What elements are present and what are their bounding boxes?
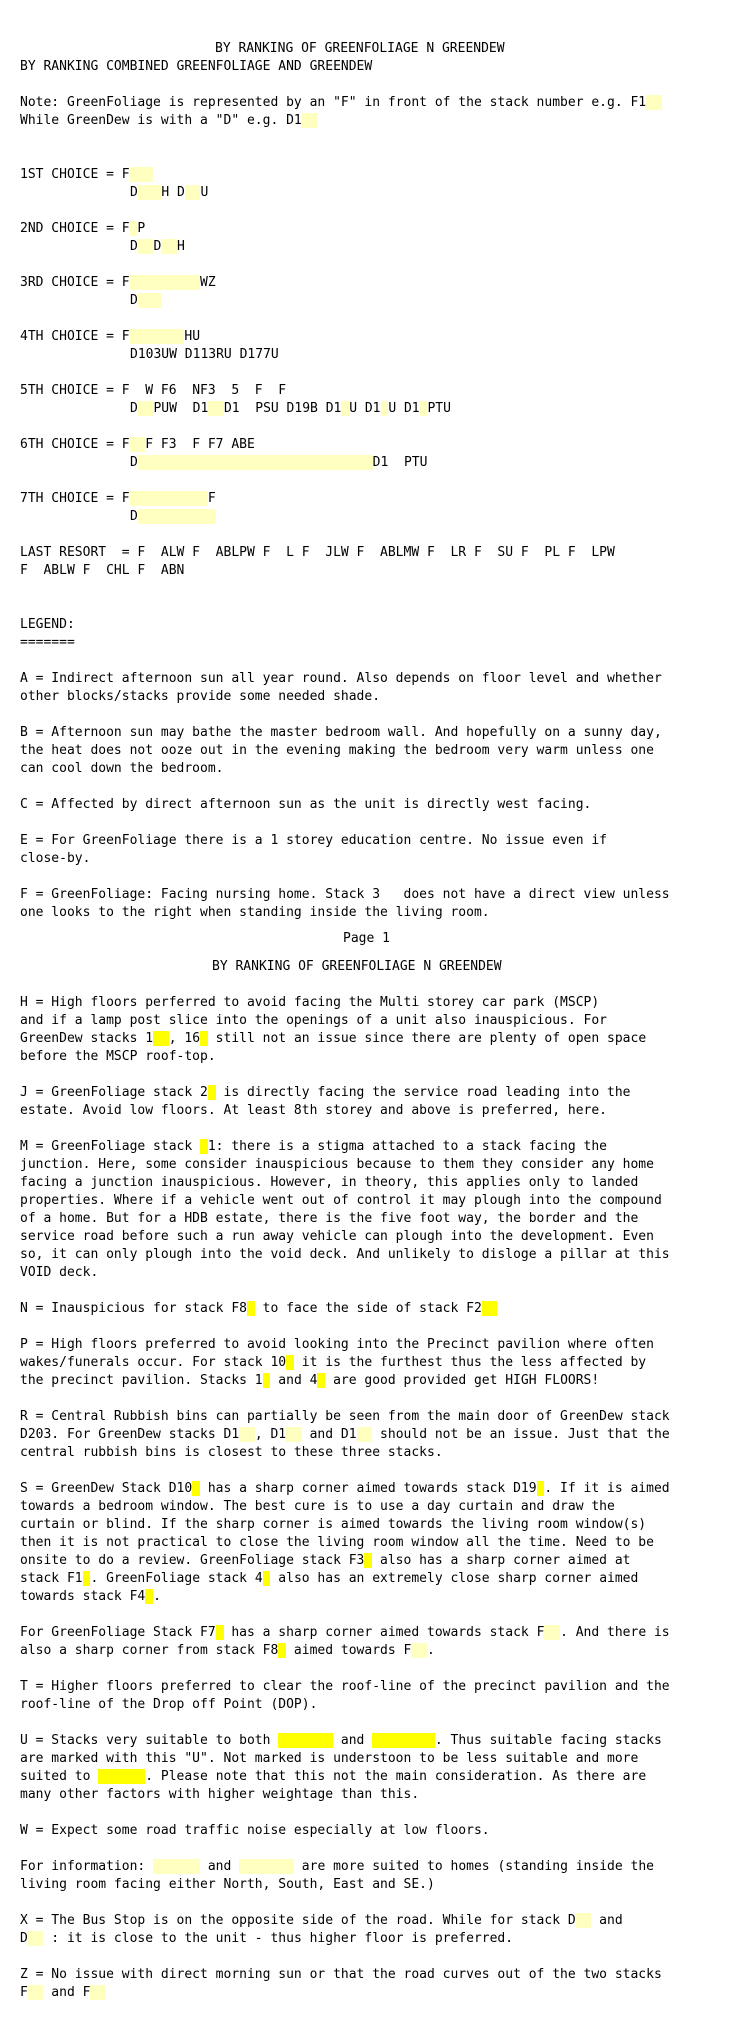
legend-p-line-1: P = High floors preferred to avoid looking into the Precinct pavilion where often xyxy=(20,1337,654,1352)
legend-f-line-2: one looks to the right when standing inside the living room. xyxy=(20,905,490,920)
legend-title: LEGEND: xyxy=(20,617,75,632)
legend-s-line-3: curtain or blind. If the sharp corner is aimed towards the living room window(s) xyxy=(20,1517,647,1532)
legend-h-line-1: H = High floors perferred to avoid facing the Multi storey car park (MSCP) xyxy=(20,995,600,1010)
legend-w-line-1: W = Expect some road traffic noise especially at low floors. xyxy=(20,1823,490,1838)
legend-z-line-2: F and F xyxy=(20,1984,106,2002)
legend-s-line-7: towards stack F4 . xyxy=(20,1589,161,1604)
page-number: Page 1 xyxy=(343,931,390,946)
legend-b-line-3: can cool down the bedroom. xyxy=(20,761,224,776)
legend-t-line-2: roof-line of the Drop off Point (DOP). xyxy=(20,1697,318,1712)
legend-r-line-2: D203. For GreenDew stacks D1 , D1 and D1 should not be an issue. Just that the xyxy=(20,1427,670,1442)
legend-e-line-1: E = For GreenFoliage there is a 1 storey education centre. No issue even if xyxy=(20,833,607,848)
legend-s-line-2: towards a bedroom window. The best cure is to use a day curtain and draw the xyxy=(20,1499,615,1514)
legend-u-line-3: suited to . Please note that this not the main consideration. As there are xyxy=(20,1769,647,1784)
legend-s-line-6: stack F1 . GreenFoliage stack 4 also has an extremely close sharp corner aimed xyxy=(20,1571,639,1586)
page-subtitle: BY RANKING COMBINED GREENFOLIAGE AND GREENDEW xyxy=(20,59,373,74)
choice-4-line-2: D103UW D113RU D177U xyxy=(130,347,279,362)
legend-m-line-6: service road before such a run away vehicle can plough into the development. Even xyxy=(20,1229,654,1244)
legend-s-line-1: S = GreenDew Stack D10 has a sharp corner aimed towards stack D19 . If it is aimed xyxy=(20,1481,670,1496)
choice-2-line-2: D D H xyxy=(130,239,185,254)
legend-m-line-1: M = GreenFoliage stack 1: there is a stigma attached to a stack facing the xyxy=(20,1139,608,1154)
choice-4-line-1: 4TH CHOICE = F HU xyxy=(20,329,201,344)
legend-c-line-1: C = Affected by direct afternoon sun as the unit is directly west facing. xyxy=(20,797,592,812)
legend-h-line-4: before the MSCP roof-top. xyxy=(20,1049,216,1064)
choice-5-line-2: D PUW D1 D1 PSU D19B D1 U D1 U D1 PTU xyxy=(130,401,451,416)
choice-3-line-1: 3RD CHOICE = F WZ xyxy=(20,275,216,290)
legend-x-line-2: D : it is close to the unit - thus higher floor is preferred. xyxy=(20,1931,514,1946)
legend-s-line-5: onsite to do a review. GreenFoliage stack F3 also has a sharp corner aimed at xyxy=(20,1553,631,1568)
choice-7-line-2: D xyxy=(130,508,216,526)
legend-a-line-2: other blocks/stacks provide some needed shade. xyxy=(20,689,381,704)
legend-m-line-4: properties. Where if a vehicle went out of control it may plough into the compound xyxy=(20,1193,662,1208)
legend-j-line-2: estate. Avoid low floors. At least 8th storey and above is preferred, here. xyxy=(20,1103,607,1118)
info-line-1: For information: and are more suited to homes (standing inside the xyxy=(20,1859,654,1874)
legend-n-line-1: N = Inauspicious for stack F8 to face the side of stack F2 xyxy=(20,1300,497,1318)
legend-p-line-2: wakes/funerals occur. For stack 10 it is the furthest thus the less affected by xyxy=(20,1355,647,1370)
legend-r-line-3: central rubbish bins is closest to these three stacks. xyxy=(20,1445,443,1460)
legend-u-line-1: U = Stacks very suitable to both and . Thus suitable facing stacks xyxy=(20,1733,662,1748)
legend-m-line-8: VOID deck. xyxy=(20,1265,99,1280)
legend-r-line-1: R = Central Rubbish bins can partially be seen from the main door of GreenDew stack xyxy=(20,1409,670,1424)
choice-6-line-1: 6TH CHOICE = F F F3 F F7 ABE xyxy=(20,437,255,452)
choice-5-line-1: 5TH CHOICE = F W F6 NF3 5 F F xyxy=(20,383,287,398)
info-line-2: living room facing either North, South, East and SE.) xyxy=(20,1877,435,1892)
choice-6-line-2: D D1 PTU xyxy=(130,455,428,470)
legend-e-line-2: close-by. xyxy=(20,851,91,866)
choice-3-line-2: D xyxy=(130,292,161,310)
legend-h-line-2: and if a lamp post slice into the openings of a unit also inauspicious. For xyxy=(20,1013,607,1028)
stack-f7-line-2: also a sharp corner from stack F8 aimed towards F . xyxy=(20,1643,435,1658)
legend-p-line-3: the precinct pavilion. Stacks 1 and 4 are good provided get HIGH FLOORS! xyxy=(20,1373,600,1388)
note-line-2: While GreenDew is with a "D" e.g. D1 xyxy=(20,112,317,130)
last-resort-line-2: F ABLW F CHL F ABN xyxy=(20,563,185,578)
page-title: BY RANKING OF GREENFOLIAGE N GREENDEW xyxy=(215,41,505,56)
legend-j-line-1: J = GreenFoliage stack 2 is directly facing the service road leading into the xyxy=(20,1085,631,1100)
legend-u-line-4: many other factors with higher weightage than this. xyxy=(20,1787,420,1802)
choice-7-line-1: 7TH CHOICE = F F xyxy=(20,491,216,506)
legend-rule: ======= xyxy=(20,635,75,650)
legend-b-line-1: B = Afternoon sun may bathe the master bedroom wall. And hopefully on a sunny day, xyxy=(20,725,662,740)
page-2-header: BY RANKING OF GREENFOLIAGE N GREENDEW xyxy=(212,959,502,974)
legend-f-line-1: F = GreenFoliage: Facing nursing home. Stack 3 does not have a direct view unless xyxy=(20,887,670,902)
legend-m-line-3: facing a junction inauspicious. However, in theory, this applies only to landed xyxy=(20,1175,639,1190)
choice-1-line-1: 1ST CHOICE = F xyxy=(20,166,153,184)
note-line-1: Note: GreenFoliage is represented by an "F" in front of the stack number e.g. F1 xyxy=(20,94,662,112)
legend-h-line-3: GreenDew stacks 1 , 16 still not an issue since there are plenty of open space xyxy=(20,1031,647,1046)
choice-1-line-2: D H D U xyxy=(130,185,209,200)
legend-u-line-2: are marked with this "U". Not marked is understoon to be less suitable and more xyxy=(20,1751,639,1766)
legend-m-line-5: of a home. But for a HDB estate, there is the five foot way, the border and the xyxy=(20,1211,639,1226)
stack-f7-line-1: For GreenFoliage Stack F7 has a sharp corner aimed towards stack F . And there is xyxy=(20,1625,670,1640)
last-resort-line-1: LAST RESORT = F ALW F ABLPW F L F JLW F ABLMW F LR F SU F PL F LPW xyxy=(20,545,615,560)
legend-s-line-4: then it is not practical to close the living room window all the time. Need to be xyxy=(20,1535,654,1550)
legend-x-line-1: X = The Bus Stop is on the opposite side of the road. While for stack D and xyxy=(20,1913,623,1928)
legend-b-line-2: the heat does not ooze out in the evening making the bedroom very warm unless one xyxy=(20,743,654,758)
legend-t-line-1: T = Higher floors preferred to clear the roof-line of the precinct pavilion and the xyxy=(20,1679,670,1694)
legend-z-line-1: Z = No issue with direct morning sun or that the road curves out of the two stacks xyxy=(20,1967,662,1982)
legend-m-line-2: junction. Here, some consider inauspicious because to them they consider any home xyxy=(20,1157,654,1172)
legend-m-line-7: so, it can only plough into the void deck. And unlikely to disloge a pillar at this xyxy=(20,1247,670,1262)
choice-2-line-1: 2ND CHOICE = F P xyxy=(20,221,146,236)
legend-a-line-1: A = Indirect afternoon sun all year round. Also depends on floor level and whether xyxy=(20,671,662,686)
